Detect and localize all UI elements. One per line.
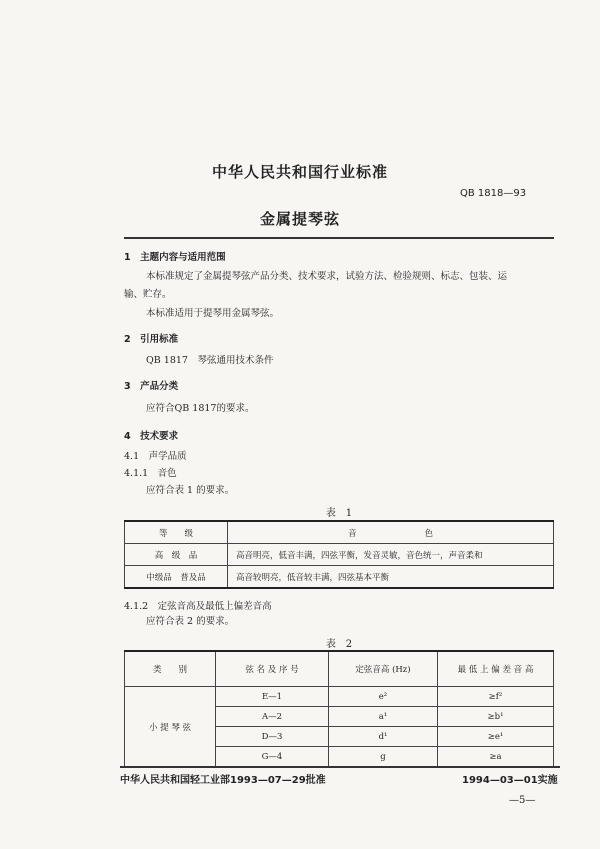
document-title: 金属提琴弦 xyxy=(259,210,340,228)
table-cell: g xyxy=(329,747,438,768)
table-cell: 高 级 品 xyxy=(125,544,228,566)
table-row xyxy=(125,544,554,566)
section-1-paragraph-2: 本标准适用于提琴用金属琴弦。 xyxy=(146,308,280,319)
table-2-header-cell: 最 低 上 偏 差 音 高 xyxy=(438,651,554,687)
standard-category-title: 中华人民共和国行业标准 xyxy=(211,163,388,181)
section-1-paragraph-line1: 本标准规定了金属提琴弦产品分类、技术要求，试验方法、检验规则、标志、包装、运 xyxy=(146,271,508,282)
table-row xyxy=(125,566,554,589)
page-number: —5— xyxy=(509,795,536,806)
table-1-caption: 表 1 xyxy=(325,508,353,519)
table-cell: ≥a xyxy=(438,747,554,768)
table-cell: d¹ xyxy=(329,727,438,747)
section-4-1-2-heading: 4.1.2 定弦音高及最低上偏差音高 xyxy=(124,601,272,612)
section-3-paragraph: 应符合QB 1817的要求。 xyxy=(146,403,255,414)
table-row xyxy=(125,687,554,707)
table-1-header-row xyxy=(125,521,554,544)
standard-number: QB 1818—93 xyxy=(460,188,527,199)
section-3-heading: 3 产品分类 xyxy=(124,381,179,392)
table-cell: ≥e¹ xyxy=(438,727,554,747)
table-cell: 高音较明亮，低音较丰满，四弦基本平衡 xyxy=(228,566,554,589)
section-2-heading: 2 引用标准 xyxy=(124,334,179,345)
table-cell: ≥b¹ xyxy=(438,707,554,727)
section-1-heading: 1 主题内容与适用范围 xyxy=(124,252,226,263)
footer-rule xyxy=(120,766,560,768)
table-cell: A—2 xyxy=(216,707,329,727)
table-2 xyxy=(124,650,554,768)
table-1 xyxy=(124,520,554,589)
table-cell: 中级品 普及品 xyxy=(125,566,228,589)
table-cell: 高音明亮，低音丰满，四弦平衡，发音灵敏，音色统一，声音柔和 xyxy=(228,544,554,566)
table-2-caption: 表 2 xyxy=(325,639,353,650)
section-4-heading: 4 技术要求 xyxy=(124,431,179,442)
table-2-header-cell: 类 别 xyxy=(125,651,216,687)
table-cell: E—1 xyxy=(216,687,329,707)
table-2-header-cell: 定弦音高 (Hz) xyxy=(329,651,438,687)
table-2-header-cell: 弦 名 及 序 号 xyxy=(216,651,329,687)
table-cell: a¹ xyxy=(329,707,438,727)
title-rule xyxy=(124,237,554,239)
table-1-header-cell: 音 色 xyxy=(228,521,554,544)
approval-statement: 中华人民共和国轻工业部1993—07—29批准 xyxy=(120,775,326,786)
section-4-1-1-paragraph: 应符合表 1 的要求。 xyxy=(146,485,235,496)
section-2-reference: QB 1817 琴弦通用技术条件 xyxy=(146,355,274,366)
table-cell: ≥f² xyxy=(438,687,554,707)
section-4-1-2-paragraph: 应符合表 2 的要求。 xyxy=(146,616,235,627)
table-category-cell: 小 提 琴 弦 xyxy=(125,687,216,768)
table-cell: D—3 xyxy=(216,727,329,747)
table-cell: e² xyxy=(329,687,438,707)
table-1-header-cell: 等 级 xyxy=(125,521,228,544)
implementation-date: 1994—03—01实施 xyxy=(462,775,558,786)
table-2-header-row xyxy=(125,651,554,687)
table-cell: G—4 xyxy=(216,747,329,768)
section-4-1-heading: 4.1 声学品质 xyxy=(124,451,187,462)
section-4-1-1-heading: 4.1.1 音色 xyxy=(124,468,177,479)
section-1-paragraph-line2: 输、贮存。 xyxy=(124,289,172,300)
